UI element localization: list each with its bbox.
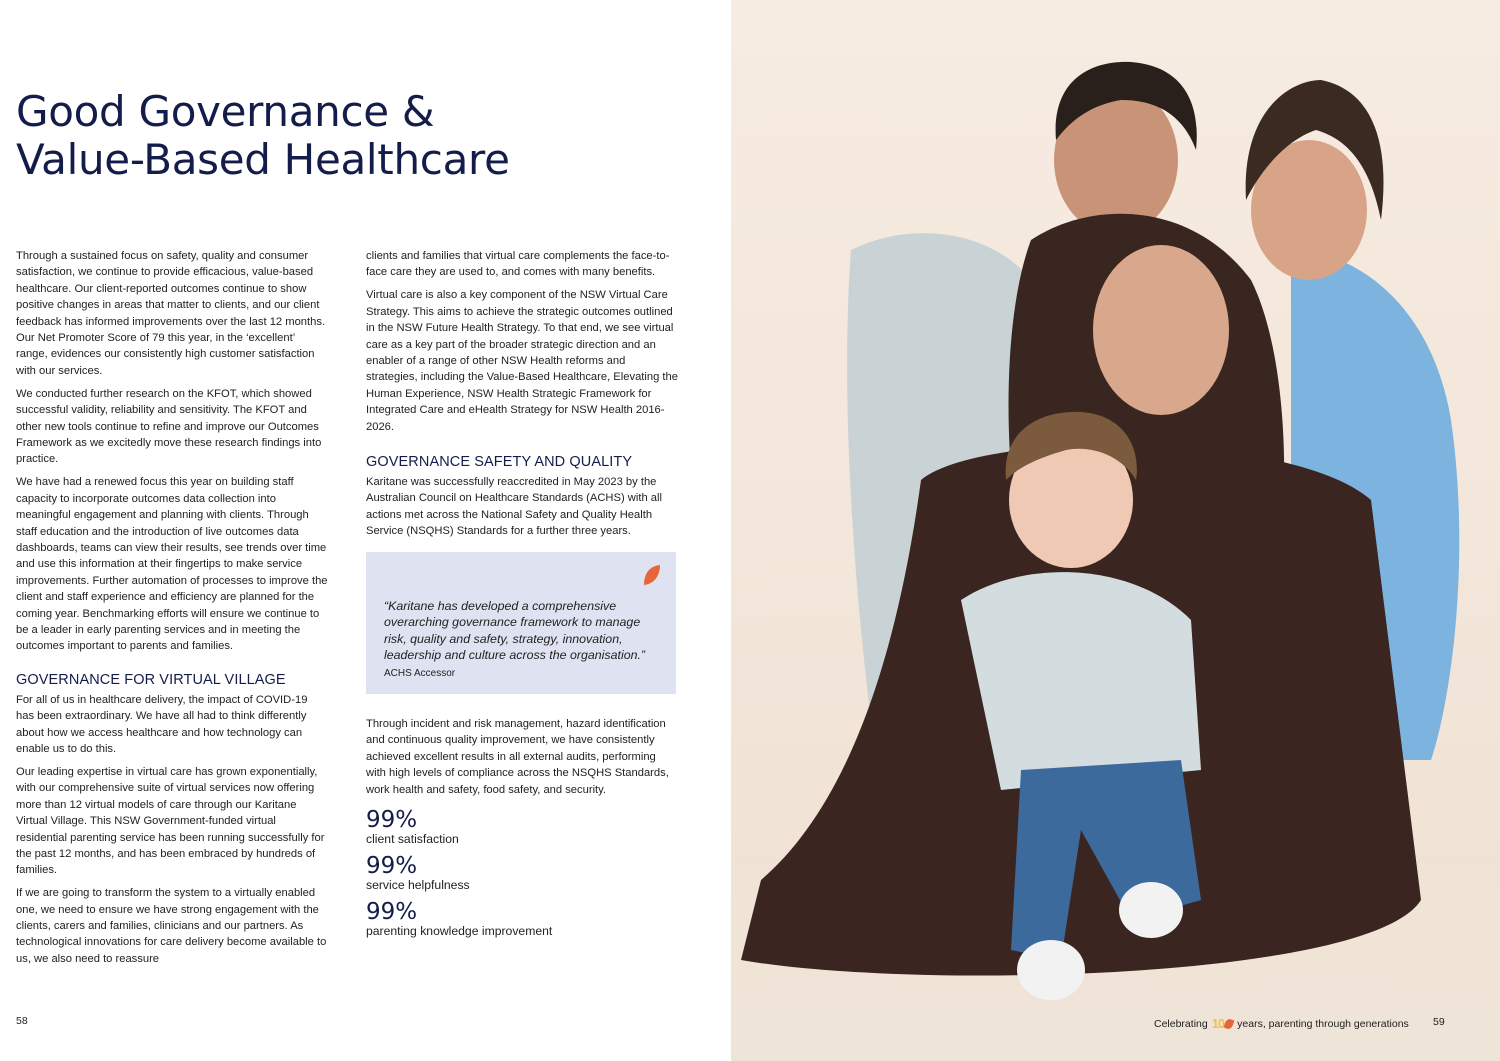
footer-tagline-text: years, parenting through generations [1237, 1017, 1409, 1030]
quote-author: ACHS Accessor [384, 667, 456, 679]
paragraph: Through a sustained focus on safety, quality and consumer satisfaction, we continue to provide efficacious, value-based healthcare. Our client-reported outcomes continue to show positive changes in areas that matter to clients, and our client feedback has informed improvements over the last 12 months. Our Net Promoter Score of 79 this year, in the ‘excellent’ range, evidences our consistently high customer satisfaction with our services. [16, 250, 326, 377]
family-photo [731, 0, 1500, 1061]
logo-number: 10 [1211, 1016, 1225, 1031]
paragraph: For all of us in healthcare delivery, the impact of COVID-19 has been extraordinary. We have all had to think differently about how we access healthcare and how technology can enable us to do this. [16, 693, 308, 755]
heading-virtual-village: GOVERNANCE FOR VIRTUAL VILLAGE [16, 671, 286, 688]
footer-celebrating: Celebrating [1154, 1017, 1208, 1030]
page-number-right: 59 [1433, 1016, 1445, 1028]
page-title [16, 88, 510, 184]
title-line-1: Good Governance & [16, 87, 435, 136]
page-number-left: 58 [16, 1015, 28, 1027]
leaf-icon [642, 564, 662, 586]
stat-service-helpfulness [366, 854, 678, 892]
text-column-1 [16, 248, 328, 974]
footer-tagline [1154, 1016, 1409, 1031]
quote-text: “Karitane has developed a comprehensive overarching governance framework to manage risk, quality and safety, strategy, innovation, leadership and culture across the organisation.” [384, 598, 646, 663]
text-column-2 [366, 248, 678, 938]
stat-value: 99% [366, 853, 418, 880]
toddler-sock [1017, 940, 1085, 1000]
paragraph: If we are going to transform the system to a virtually enabled one, we need to ensure we have strong engagement with the clients, carers and families, clinicians and our partners. As technological innovations for care delivery become available to us, we also need to reassure [16, 887, 327, 965]
centenary-logo [1212, 1016, 1233, 1031]
stat-value: 99% [366, 807, 418, 834]
toddler-shirt [961, 572, 1201, 790]
paragraph: Virtual care is also a key component of the NSW Virtual Care Strategy. This aims to achieve the strategic outcomes outlined in the NSW Future Health Strategy. To that end, we see virtual care as a key part of the broader strategic direction and an enabler of a range of other NSW Health reforms and strategies, including the Value-Based Healthcare, Elevating the Human Experience, NSW Health Strategic Framework for Integrated Care and eHealth Strategy for NSW Health 2016-2026. [366, 289, 678, 433]
right-page [731, 0, 1500, 1061]
paragraph: We conducted further research on the KFOT, which showed successful validity, reliability and sensitivity. The KFOT and other new tools continue to refine and improve our Outcomes Framework as we excitedly move these research findings into practice. [16, 387, 322, 466]
heading-safety-quality: GOVERNANCE SAFETY AND QUALITY [366, 453, 633, 470]
stat-label: client satisfaction [366, 832, 459, 847]
paragraph: Through incident and risk management, hazard identification and continuous quality improvement, we have consistently achieved excellent results in all external audits, performing with high levels of compliance across the NSQHS Standards, work health and safety, food safety, and security. [366, 718, 669, 796]
left-page [0, 0, 731, 1061]
mother-face [1093, 245, 1229, 415]
paragraph: clients and families that virtual care complements the face-to-face care they are used to, and comes with many benefits. [366, 250, 670, 279]
paragraph: Karitane was successfully reaccredited in May 2023 by the Australian Council on Healthcare Standards (ACHS) with all actions met across the National Safety and Quality Health Service (NSQHS) Standards for a further three years. [366, 475, 662, 538]
pull-quote [366, 552, 676, 694]
stat-parenting-knowledge [366, 900, 678, 938]
toddler-sock [1119, 882, 1183, 938]
stat-value: 99% [366, 899, 418, 926]
leaf-icon [1224, 1017, 1235, 1029]
stat-client-satisfaction [366, 808, 678, 846]
paragraph: Our leading expertise in virtual care has grown exponentially, with our comprehensive suite of virtual services now offering more than 12 virtual models of care through our Karitane Virtual Village. This NSW Government-funded virtual residential parenting service has been running successfully for the past 12 months, and has been embraced by hundreds of families. [16, 765, 325, 877]
stat-label: service helpfulness [366, 878, 470, 893]
title-line-2: Value-Based Healthcare [16, 135, 510, 184]
stat-label: parenting knowledge improvement [366, 924, 553, 939]
paragraph: We have had a renewed focus this year on building staff capacity to incorporate outcomes data collection into meaningful engagement and planning with clients. Through staff education and the introduction of live outcomes data dashboards, teams can view their results, see trends over time and use this information at their fingertips to make service improvements. Further automation of processes to improve the client and staff experience and efficiency are planned for the coming year. Benchmarking efforts will ensure we continue to be a leader in early parenting services and in meeting the outcomes important to parents and families. [16, 476, 328, 653]
